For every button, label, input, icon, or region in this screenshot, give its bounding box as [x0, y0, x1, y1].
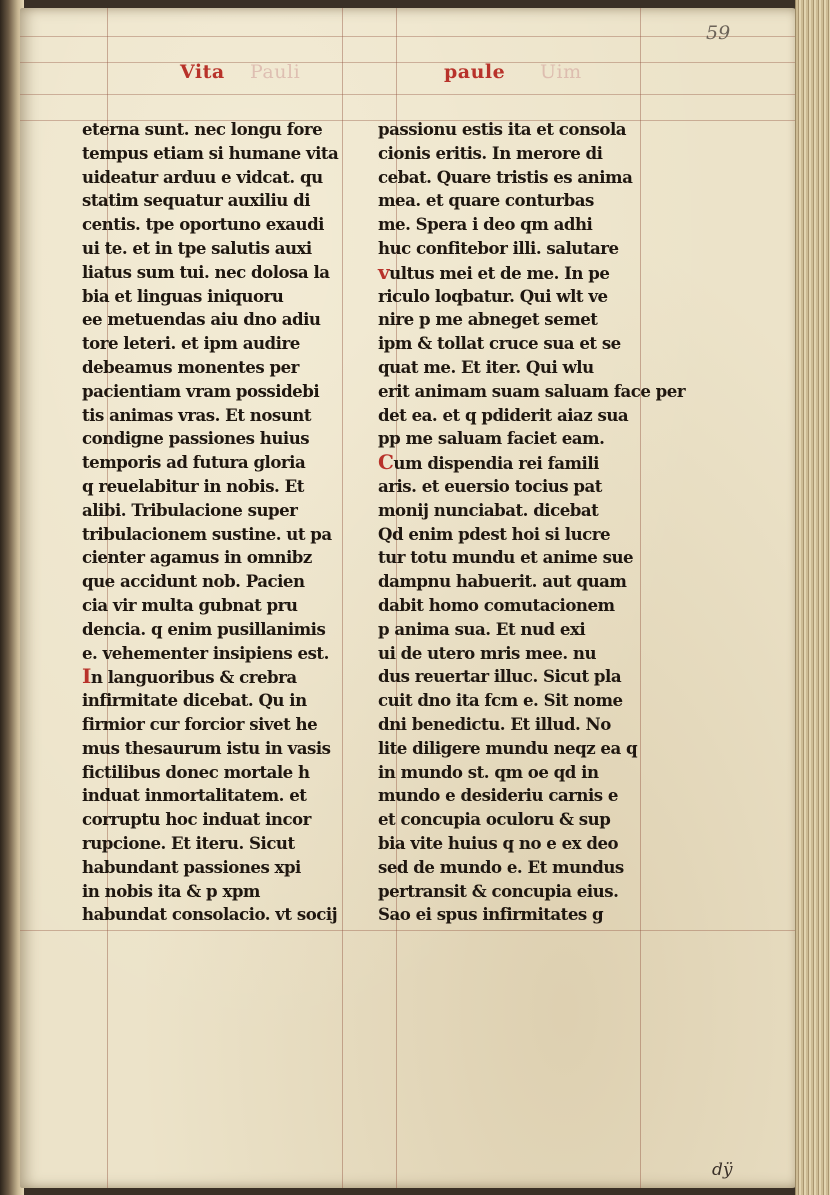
text-line: dampnu habuerit. aut quam	[378, 571, 627, 592]
text-line: uideatur arduu e vidcat. qu	[82, 166, 323, 187]
text-line: Sao ei spus infirmitates g	[378, 904, 604, 925]
text-line: que accidunt nob. Pacien	[82, 571, 305, 592]
text-line: huc confitebor illi. salutare	[378, 237, 619, 258]
text-line: quat me. Et iter. Qui wlu	[378, 356, 594, 377]
running-title-right-ghost: Uim	[540, 61, 582, 83]
text-line: dni benedictu. Et illud. No	[378, 713, 611, 734]
text-line: q reuelabitur in nobis. Et	[82, 475, 304, 496]
text-line: pertransit & concupia eius.	[378, 880, 619, 901]
text-line: monij nunciabat. dicebat	[378, 499, 599, 520]
text-line: riculo loqbatur. Qui wlt ve	[378, 285, 608, 306]
text-line: eterna sunt. nec longu fore	[82, 119, 323, 139]
text-line: mea. et quare conturbas	[378, 190, 594, 211]
text-line: lite diligere mundu neqz ea q	[378, 737, 638, 758]
text-line: et concupia oculoru & sup	[378, 809, 611, 830]
text-line: firmior cur forcior sivet he	[82, 713, 318, 734]
text-line: sed de mundo e. Et mundus	[378, 856, 624, 877]
text-line: mus thesaurum istu in vasis	[82, 737, 331, 758]
text-line: passionu estis ita et consola	[378, 119, 627, 139]
text-line: tempus etiam si humane vita	[82, 142, 339, 163]
text-line: liatus sum tui. nec dolosa la	[82, 261, 330, 282]
text-line: habundat consolacio. vt socij	[82, 904, 338, 925]
text-line: mundo e desideriu carnis e	[378, 785, 618, 806]
text-line: corruptu hoc induat incor	[82, 809, 311, 830]
text-line: habundant passiones xpi	[82, 856, 301, 877]
text-line: me. Spera i deo qm adhi	[378, 214, 593, 235]
text-line: ee metuendas aiu dno adiu	[82, 309, 321, 330]
text-column-right	[378, 118, 686, 927]
text-line: dencia. q enim pusillanimis	[82, 618, 326, 639]
text-line: cienter agamus in omnibz	[82, 547, 312, 568]
rubricated-initial: v	[378, 259, 390, 284]
text-line: cuit dno ita fcm e. Sit nome	[378, 690, 623, 711]
text-line: tur totu mundu et anime sue	[378, 547, 634, 568]
text-line: rupcione. Et iteru. Sicut	[82, 832, 295, 853]
text-line: dus reuertar illuc. Sicut pla	[378, 666, 622, 687]
rubricated-initial: I	[82, 664, 91, 689]
text-line: cionis eritis. In merore di	[378, 142, 603, 163]
text-line: ui te. et in tpe salutis auxi	[82, 237, 312, 258]
text-line: tribulacionem sustine. ut pa	[82, 523, 332, 544]
text-line: tis animas vras. Et nosunt	[82, 404, 312, 425]
text-line: Cum dispendia rei famili	[378, 450, 599, 475]
text-line: tore leteri. et ipm audire	[82, 333, 300, 354]
text-line: debeamus monentes per	[82, 356, 299, 377]
ruling-horizontal	[20, 36, 798, 37]
text-line: infirmitate dicebat. Qu in	[82, 690, 307, 711]
text-line: ui de utero mris mee. nu	[378, 642, 597, 663]
text-line: centis. tpe oportuno exaudi	[82, 214, 324, 235]
text-line: cebat. Quare tristis es anima	[378, 166, 633, 187]
text-column-left	[82, 118, 339, 927]
ruling-horizontal	[20, 94, 798, 95]
ruling-horizontal	[20, 62, 798, 63]
text-line: in mundo st. qm oe qd in	[378, 761, 599, 782]
text-line: fictilibus donec mortale h	[82, 761, 310, 782]
ruling-vertical	[342, 8, 343, 1188]
text-line: nire p me abneget semet	[378, 309, 598, 330]
bottom-mark: dÿ	[712, 1160, 733, 1180]
text-line: induat inmortalitatem. et	[82, 785, 307, 806]
text-line: vultus mei et de me. In pe	[378, 259, 610, 284]
text-line: condigne passiones huius	[82, 428, 310, 449]
text-line: in nobis ita & p xpm	[82, 880, 260, 901]
running-title-right: paule	[444, 61, 506, 83]
text-line: bia vite huius q no e ex deo	[378, 832, 619, 853]
text-line: In languoribus & crebra	[82, 664, 297, 689]
rubricated-initial: C	[378, 450, 394, 475]
text-line: ipm & tollat cruce sua et se	[378, 333, 621, 354]
ruling-horizontal	[20, 930, 798, 931]
ruling-vertical	[640, 8, 641, 1188]
text-line: temporis ad futura gloria	[82, 452, 306, 473]
text-line: erit animam suam saluam face per	[378, 380, 686, 401]
folio-number: 59	[706, 22, 731, 44]
text-line: cia vir multa gubnat pru	[82, 594, 298, 615]
page-edges	[795, 0, 830, 1195]
text-line: p anima sua. Et nud exi	[378, 618, 586, 639]
text-line: Qd enim pdest hoi si lucre	[378, 523, 611, 544]
text-line: alibi. Tribulacione super	[82, 499, 298, 520]
text-line: e. vehementer insipiens est.	[82, 642, 329, 663]
running-title-left-ghost: Pauli	[250, 61, 301, 83]
running-title-left: Vita	[180, 61, 225, 83]
text-line: pacientiam vram possidebi	[82, 380, 320, 401]
text-line: statim sequatur auxiliu di	[82, 190, 310, 211]
text-line: aris. et euersio tocius pat	[378, 475, 602, 496]
text-line: det ea. et q pdiderit aiaz sua	[378, 404, 629, 425]
text-line: pp me saluam faciet eam.	[378, 428, 605, 449]
text-line: bia et linguas iniquoru	[82, 285, 284, 306]
text-line: dabit homo comutacionem	[378, 594, 615, 615]
